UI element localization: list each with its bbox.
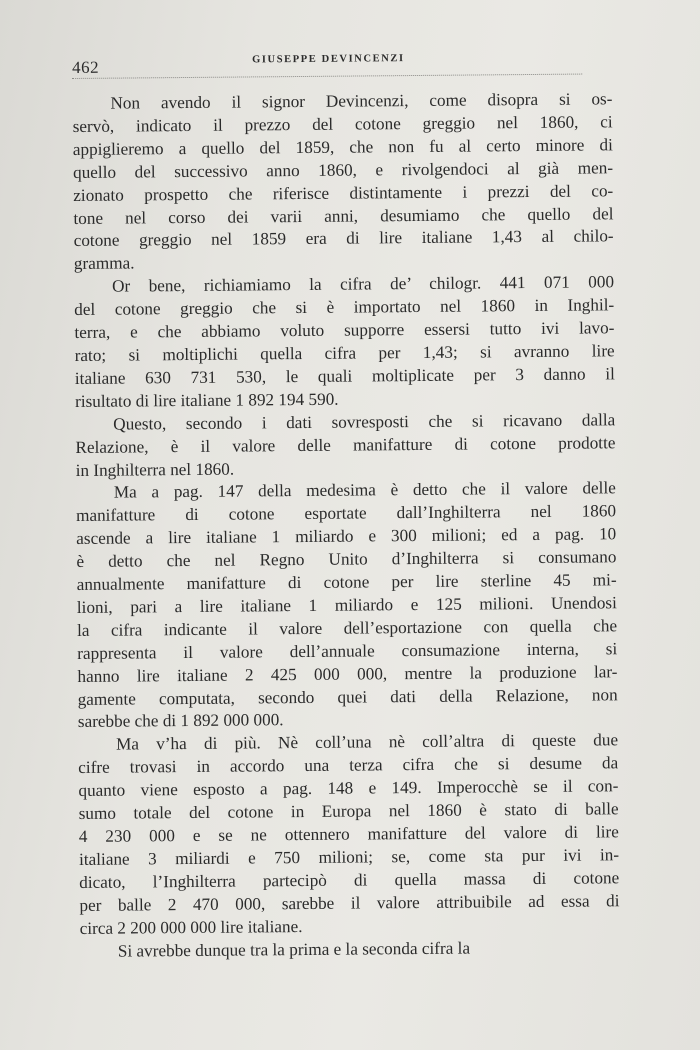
text-line: risultato di lire italiane 1 892 194 590.	[74, 389, 339, 411]
paragraph	[75, 409, 616, 482]
text-line: gramma.	[73, 253, 135, 274]
text-line: Ma a pag. 147 della medesima è detto che il valore delle	[113, 478, 616, 503]
text-line: sumo totale del cotone in Europa nel 1860 è stato di balle	[78, 799, 619, 824]
paragraph	[80, 936, 620, 964]
text-line: quello del successivo anno 1860, e rivolgendoci al già men-	[72, 158, 614, 182]
text-line: gamente computata, secondo quei dati della Relazione, non	[77, 684, 618, 709]
text-line: Si avrebbe dunque tra la prima e la seconda cifra la	[117, 938, 471, 961]
paragraph	[74, 272, 615, 414]
paragraph	[72, 88, 614, 276]
running-head: GIUSEPPE DEVINCENZI	[252, 53, 405, 66]
text-line: è detto che nel Regno Unito d’Inghilterra si consumano	[76, 547, 617, 572]
text-line: servò, indicato il prezzo del cotone greggio nel 1860, ci	[72, 112, 613, 136]
text-line: ascende a lire italiane 1 miliardo e 300 milioni; ed a pag. 10	[76, 524, 617, 549]
text-line: per balle 2 470 000, sarebbe il valore attribuibile ad essa di	[79, 890, 620, 915]
text-line: Or bene, richiamiamo la cifra de’ chilogr. 441 071 000	[111, 272, 615, 296]
text-line: terra, e che abbiamo voluto supporre essersi tutto ivi lavo-	[74, 318, 615, 343]
text-line: Non avendo il signor Devincenzi, come disopra si os-	[110, 89, 613, 113]
text-line: Questo, secondo i dati sovresposti che si ricavano dalla	[113, 409, 616, 434]
page-content	[72, 47, 620, 963]
text-line: sarebbe che di 1 892 000 000.	[77, 710, 284, 732]
body-text	[72, 88, 620, 963]
text-line: in Inghilterra nel 1860.	[75, 459, 235, 480]
text-line: annualmente manifatture di cotone per lire sterline 45 mi-	[76, 570, 617, 595]
paragraph	[76, 478, 618, 735]
text-line: rato; si moltiplichi quella cifra per 1,43; si avranno lire	[74, 341, 615, 365]
text-line: zionato prospetto che riferisce distintamente i prezzi del co-	[73, 180, 614, 205]
text-line: cotone greggio nel 1859 era di lire italiane 1,43 al chilo-	[73, 226, 614, 251]
text-line: la cifra indicante il valore dell’esportazione con quella che	[76, 616, 618, 640]
text-line: 4 230 000 e se ne ottennero manifatture del valore di lire	[78, 822, 619, 846]
text-line: hanno lire italiane 2 425 000 000, mentre la produzione lar-	[77, 661, 618, 686]
text-line: appiglieremo a quello del 1859, che non fu al certo minore di	[72, 135, 613, 159]
text-line: rappresenta il valore dell’annuale consumazione interna, si	[77, 639, 618, 663]
text-line: cifre trovasi in accordo una terza cifra che si desume da	[78, 753, 619, 778]
text-line: circa 2 200 000 000 lire italiane.	[79, 916, 303, 938]
text-line: italiane 630 731 530, le quali moltiplicate per 3 danno il	[74, 364, 615, 388]
paragraph	[78, 730, 620, 941]
text-line: quanto viene esposto a pag. 148 e 149. Imperocchè se il con-	[78, 776, 619, 801]
text-line: dicato, l’Inghilterra partecipò di quella massa di cotone	[79, 868, 620, 892]
text-line: manifatture di cotone esportate dall’Inghilterra nel 1860	[75, 501, 617, 526]
text-line: tone nel corso dei varii anni, desumiamo che quello del	[73, 203, 614, 228]
text-line: del cotone greggio che si è importato nel 1860 in Inghil-	[74, 295, 615, 320]
text-line: Ma v’ha di più. Nè coll’una nè coll’altra di queste due	[115, 730, 619, 755]
page-number: 462	[72, 57, 100, 77]
page-header	[72, 48, 582, 79]
text-line: italiane 3 miliardi e 750 milioni; se, come sta pur ivi in-	[78, 845, 620, 869]
text-line: lioni, pari a lire italiane 1 miliardo e 125 milioni. Unendosi	[76, 593, 617, 617]
text-line: Relazione, è il valore delle manifatture di cotone prodotte	[75, 432, 616, 457]
